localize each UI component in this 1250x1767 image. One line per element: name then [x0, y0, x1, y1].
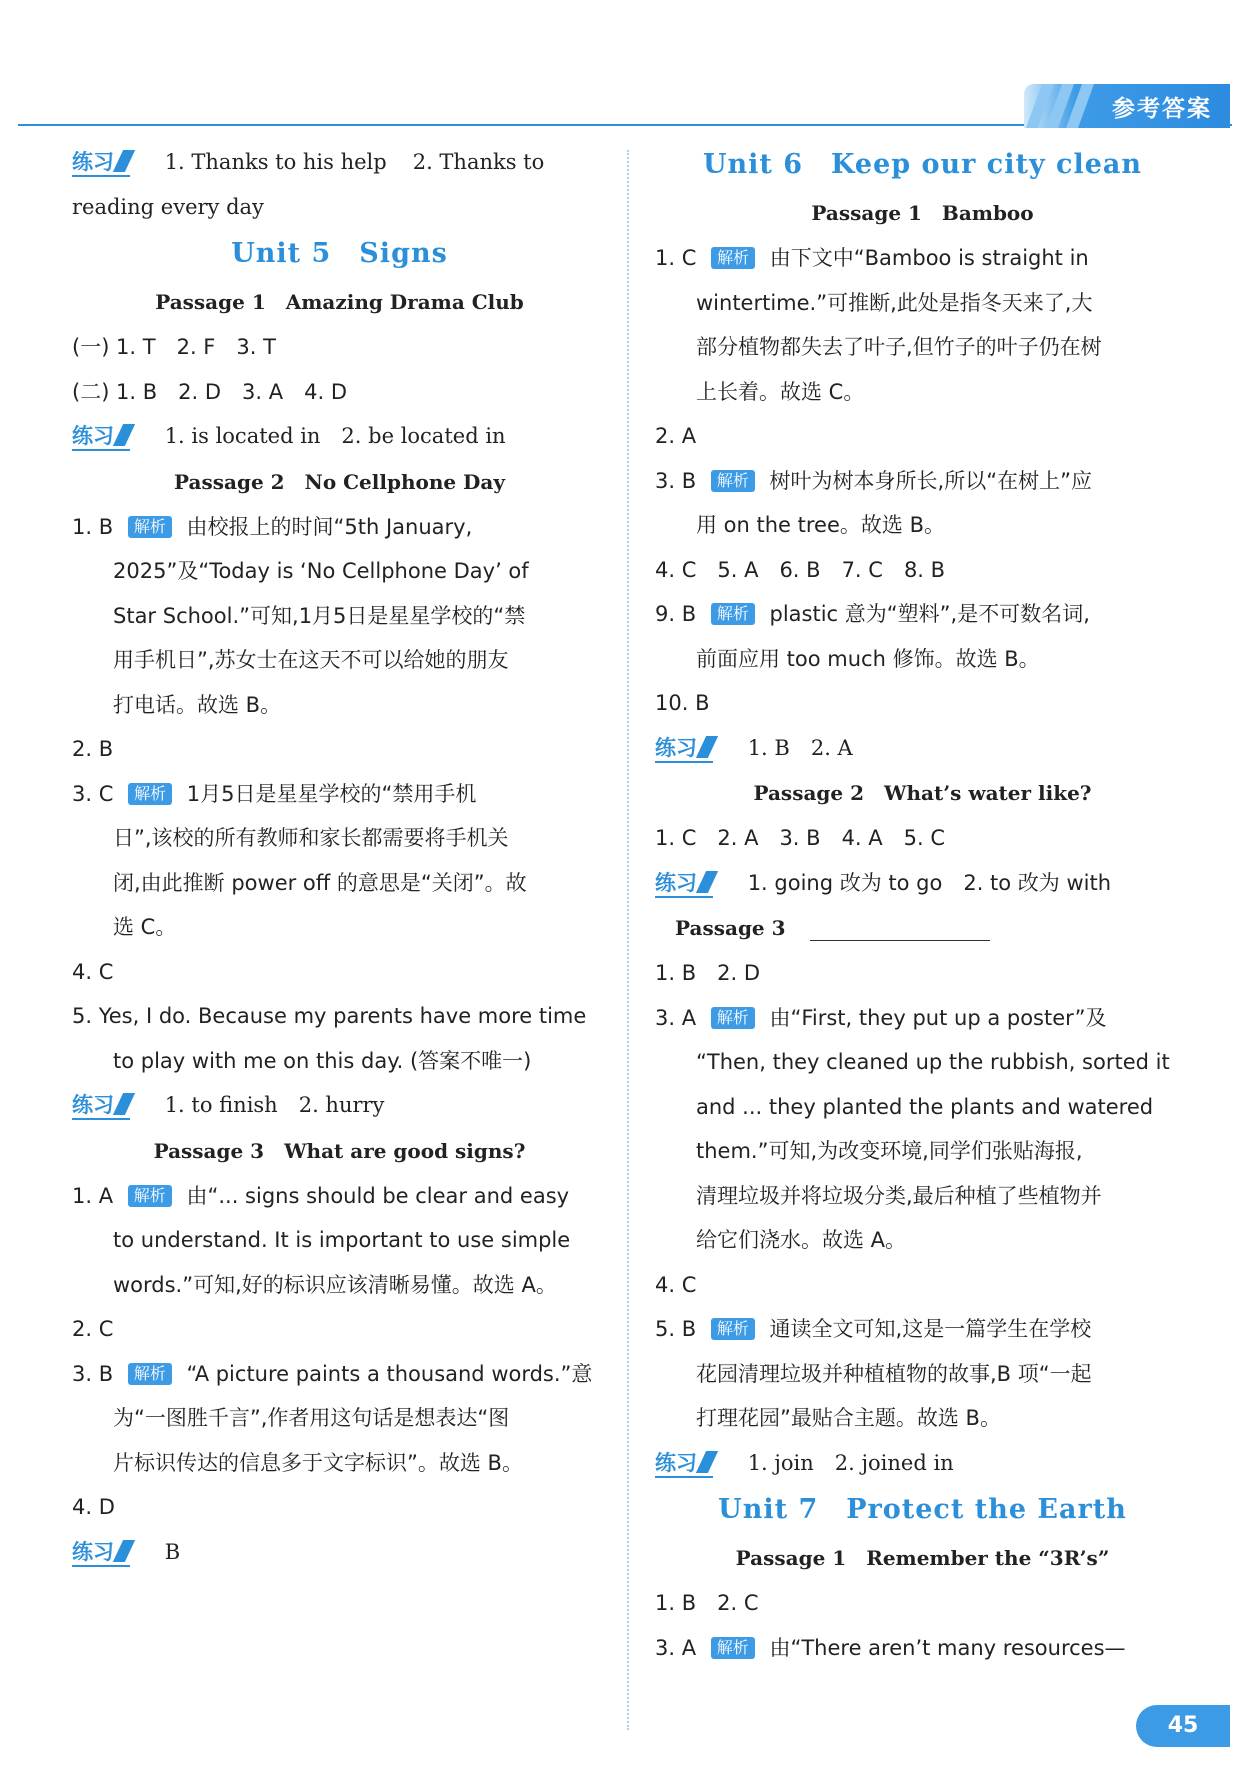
- answer-text: 1. going 改为 to go 2. to 改为 with: [747, 870, 1112, 895]
- unit-title: Unit 6 Keep our city clean: [702, 149, 1143, 180]
- answer-text: 1. B 2. A: [747, 735, 853, 760]
- explanation-line: “Then, they cleaned up the rubbish, sorted it: [696, 1050, 1170, 1074]
- passage-title: Passage 1 Amazing Drama Club: [155, 290, 524, 314]
- explanation-line: 选 C。: [113, 915, 177, 939]
- passage-title: Passage 3 What are good signs?: [153, 1138, 526, 1163]
- explanation-line: 用手机日”,苏女士在这天不可以给她的朋友: [113, 648, 509, 672]
- passage-title: Passage 2 What’s water like?: [753, 781, 1092, 805]
- passage-title: Passage 1 Remember the “3R’s”: [735, 1546, 1110, 1570]
- answer-number: 1. C: [655, 246, 697, 270]
- answer-row: (一) 1. T 2. F 3. T: [72, 335, 276, 359]
- explanation-line: 通读全文可知,这是一篇学生在学校: [769, 1317, 1092, 1341]
- explanation-line: 打理花园”最贴合主题。故选 B。: [696, 1406, 1001, 1430]
- explanation-line: 由校报上的时间“5th January,: [186, 514, 473, 539]
- explanation-line: 清理垃圾并将垃圾分类,最后种植了些植物并: [696, 1183, 1102, 1208]
- answer-number: 2. B: [72, 737, 114, 761]
- answer-number: 1. A: [72, 1183, 114, 1208]
- explanation-line: 树叶为树本身所长,所以“在树上”应: [769, 468, 1092, 493]
- passage-title: Passage 2 No Cellphone Day: [174, 469, 505, 494]
- analysis-badge: 解析: [711, 470, 755, 492]
- explanation-line: wintertime.”可推断,此处是指冬天来了,大: [696, 290, 1093, 315]
- explanation-line: 给它们浇水。故选 A。: [696, 1228, 907, 1252]
- practice-icon: 练习: [72, 423, 130, 451]
- answer-text: B: [164, 1539, 181, 1564]
- explanation-line: 闭,由此推断 power off 的意思是“关闭”。故: [113, 870, 527, 895]
- answer-text: 1. is located in 2. be located in: [164, 424, 506, 448]
- unit-title: Unit 7 Protect the Earth: [718, 1494, 1127, 1525]
- answer-number: 3. A: [655, 1635, 697, 1660]
- page-number: 45: [1136, 1705, 1230, 1747]
- analysis-badge: 解析: [711, 1318, 755, 1340]
- practice-icon: 练习: [72, 1092, 130, 1120]
- answer-text: 1. join 2. joined in: [747, 1450, 954, 1475]
- section-tab: [1024, 84, 1230, 128]
- answer-row: 4. C 5. A 6. B 7. C 8. B: [655, 557, 946, 582]
- analysis-badge: 解析: [711, 247, 755, 269]
- explanation-line: to understand. It is important to use simple: [113, 1228, 571, 1252]
- practice-icon: 练习: [72, 149, 130, 177]
- explanation-line: and ... they planted the plants and watered: [696, 1094, 1154, 1119]
- explanation-line: 花园清理垃圾并种植植物的故事,B 项“一起: [696, 1361, 1092, 1386]
- analysis-badge: 解析: [128, 1185, 172, 1207]
- practice-icon: 练习: [655, 735, 713, 763]
- answer-number: 3. B: [72, 1361, 114, 1386]
- title-blank: [810, 940, 990, 941]
- column-divider: [627, 150, 629, 1730]
- answer-row: 1. B 2. D: [655, 961, 760, 985]
- explanation-line: 上长着。故选 C。: [696, 379, 865, 404]
- explanation-line: 由“First, they put up a poster”及: [769, 1005, 1107, 1030]
- answer-number: 5. B: [655, 1317, 697, 1341]
- answer-number: 10. B: [655, 691, 710, 715]
- analysis-badge: 解析: [711, 1007, 755, 1029]
- passage-title: Passage 3: [675, 916, 786, 940]
- answer-number: 2. C: [72, 1317, 114, 1341]
- answer-text: to play with me on this day. (答案不唯一): [113, 1048, 532, 1073]
- analysis-badge: 解析: [128, 516, 172, 538]
- answer-text: 1. Thanks to his help: [164, 150, 387, 174]
- explanation-line: 用 on the tree。故选 B。: [696, 513, 945, 537]
- explanation-line: 为“一图胜千言”,作者用这句话是想表达“图: [113, 1406, 510, 1430]
- explanation-line: words.”可知,好的标识应该清晰易懂。故选 A。: [113, 1272, 557, 1297]
- passage-title: Passage 1 Bamboo: [811, 201, 1034, 225]
- answer-text: 5. Yes, I do. Because my parents have more time: [72, 1004, 587, 1028]
- answer-number: 1. B: [72, 514, 114, 539]
- explanation-line: 1月5日是星星学校的“禁用手机: [186, 781, 477, 806]
- answer-number: 9. B: [655, 602, 697, 626]
- explanation-line: 打电话。故选 B。: [113, 692, 282, 717]
- analysis-badge: 解析: [128, 1363, 172, 1385]
- analysis-badge: 解析: [128, 783, 172, 805]
- answer-number: 3. B: [655, 468, 697, 493]
- answer-text: reading every day: [72, 194, 264, 219]
- explanation-line: “A picture paints a thousand words.”意: [186, 1361, 593, 1386]
- explanation-line: 前面应用 too much 修饰。故选 B。: [696, 646, 1040, 671]
- answer-text: 2. Thanks to: [412, 150, 545, 174]
- explanation-line: them.”可知,为改变环境,同学们张贴海报,: [696, 1139, 1083, 1163]
- answer-number: 4. D: [72, 1495, 115, 1519]
- answer-row: (二) 1. B 2. D 3. A 4. D: [72, 379, 348, 404]
- answer-number: 3. A: [655, 1005, 697, 1030]
- practice-icon: 练习: [655, 870, 713, 898]
- explanation-line: Star School.”可知,1月5日是星星学校的“禁: [113, 603, 526, 628]
- explanation-line: 由“There aren’t many resources—: [769, 1635, 1126, 1660]
- explanation-line: 部分植物都失去了叶子,但竹子的叶子仍在树: [696, 335, 1102, 359]
- answer-number: 3. C: [72, 781, 114, 806]
- analysis-badge: 解析: [711, 1637, 755, 1659]
- answer-row: 1. B 2. C: [655, 1591, 759, 1615]
- section-label: 参考答案: [1112, 96, 1212, 122]
- answer-number: 4. C: [655, 1272, 697, 1297]
- right-column: [655, 140, 1190, 1670]
- explanation-line: 2025”及“Today is ‘No Cellphone Day’ of: [113, 559, 529, 583]
- explanation-line: 片标识传达的信息多于文字标识”。故选 B。: [113, 1450, 523, 1475]
- answer-number: 2. A: [655, 424, 697, 448]
- analysis-badge: 解析: [711, 603, 755, 625]
- unit-title: Unit 5 Signs: [231, 238, 448, 269]
- answer-text: 1. to finish 2. hurry: [164, 1093, 385, 1117]
- answer-number: 4. C: [72, 959, 114, 984]
- explanation-line: 由“... signs should be clear and easy: [186, 1183, 570, 1208]
- explanation-line: 日”,该校的所有教师和家长都需要将手机关: [113, 826, 509, 850]
- practice-icon: 练习: [72, 1539, 130, 1567]
- explanation-line: 由下文中“Bamboo is straight in: [769, 246, 1089, 270]
- practice-icon: 练习: [655, 1450, 713, 1478]
- left-column: [72, 140, 607, 1574]
- explanation-line: plastic 意为“塑料”,是不可数名词,: [769, 602, 1090, 626]
- answer-row: 1. C 2. A 3. B 4. A 5. C: [655, 826, 946, 850]
